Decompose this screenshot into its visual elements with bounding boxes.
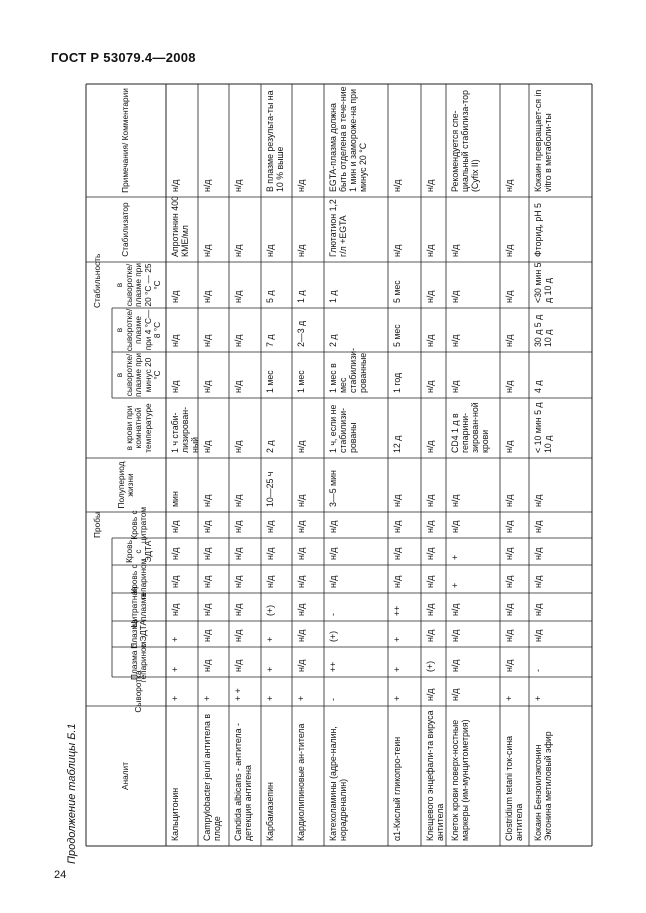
cell-st-serum-20: н/д — [170, 380, 180, 393]
cell-notes: н/д — [425, 179, 435, 192]
cell-serum: + — [296, 695, 306, 701]
cell-st-blood-rt: 12 д — [392, 435, 402, 453]
cell-half-life: н/д — [296, 494, 306, 507]
cell-notes: В плазме результа-ты на 10 % выше — [265, 90, 285, 192]
column-header-notes: Примечания/ Комментарии — [120, 88, 131, 193]
cell-stabilizer: Фторид, pH 5 — [533, 203, 543, 257]
cell-st-blood-rt: < 10 мин 5 д 10 д — [533, 402, 553, 453]
cell-plasma-heparin: н/д — [504, 659, 514, 672]
cell-half-life: н/д — [533, 494, 543, 507]
cell-plasma-heparin: + — [265, 666, 275, 672]
cell-plasma-edta: н/д — [450, 629, 460, 642]
column-header-st-serum-4-8: в сыворотке/ плазме при 4 °С—8 °С — [114, 308, 163, 352]
cell-blood-heparin: н/д — [392, 575, 402, 588]
cell-stabilizer: н/д — [296, 244, 306, 257]
cell-notes: н/д — [296, 179, 306, 192]
cell-plasma-citrate: н/д — [533, 603, 543, 616]
cell-st-blood-rt: н/д — [425, 440, 435, 453]
cell-blood-edta: н/д — [265, 547, 275, 560]
column-header-blood-edta: Кровь с ЭДТА — [123, 540, 153, 563]
group-header-stability: Стабильность — [92, 253, 103, 308]
cell-blood-edta: н/д — [296, 547, 306, 560]
column-header-plasma-edta: Плазма с ЭДТА — [128, 619, 148, 649]
cell-serum: + — [533, 695, 543, 701]
column-header-blood-citrate: Кровь с цитратом — [128, 506, 148, 544]
cell-plasma-heparin: + — [392, 666, 402, 672]
cell-half-life: н/д — [392, 494, 402, 507]
cell-st-serum-4-8: н/д — [202, 334, 212, 347]
cell-blood-citrate: н/д — [328, 520, 338, 533]
cell-blood-edta: + — [450, 554, 460, 560]
column-header-plasma-citrate: Цитратная плазма — [128, 586, 148, 628]
cell-st-blood-rt: 1 ч стаби-лизирован-ный — [170, 406, 200, 453]
cell-plasma-edta: н/д — [202, 629, 212, 642]
cell-blood-citrate: н/д — [296, 520, 306, 533]
document-header: ГОСТ Р 53079.4—2008 — [51, 50, 196, 65]
cell-serum: + — [202, 695, 212, 701]
cell-analyte: Campylobacter jeuni антитела в плоде — [202, 713, 222, 841]
cell-blood-heparin: н/д — [533, 575, 543, 588]
cell-half-life: н/д — [425, 494, 435, 507]
cell-half-life: 3—5 мин — [328, 470, 338, 507]
cell-plasma-edta: н/д — [504, 629, 514, 642]
cell-plasma-citrate: н/д — [296, 603, 306, 616]
cell-blood-citrate: н/д — [450, 520, 460, 533]
cell-st-serum-20-25: н/д — [450, 290, 460, 303]
column-header-blood-heparin: Кровь с гепарином — [128, 558, 148, 600]
cell-notes: н/д — [170, 179, 180, 192]
cell-blood-citrate: н/д — [533, 520, 543, 533]
cell-st-serum-4-8: н/д — [450, 334, 460, 347]
cell-st-serum-20: 4 д — [533, 380, 543, 393]
cell-serum: + — [265, 695, 275, 701]
cell-blood-heparin: н/д — [296, 575, 306, 588]
cell-st-blood-rt: 2 д — [265, 440, 275, 453]
cell-stabilizer: н/д — [450, 244, 460, 257]
cell-plasma-edta: н/д — [425, 629, 435, 642]
cell-st-serum-4-8: н/д — [425, 334, 435, 347]
cell-st-blood-rt: н/д — [504, 440, 514, 453]
cell-st-serum-20-25: н/д — [170, 290, 180, 303]
cell-blood-edta: н/д — [392, 547, 402, 560]
cell-st-serum-20: н/д — [233, 380, 243, 393]
table-caption: Продолжение таблицы Б.1 — [66, 723, 78, 864]
cell-blood-citrate: н/д — [170, 520, 180, 533]
cell-plasma-edta: н/д — [533, 629, 543, 642]
cell-serum: + — [392, 695, 402, 701]
cell-plasma-edta: + — [170, 636, 180, 642]
cell-st-serum-20-25: 5 мес — [392, 280, 402, 303]
cell-serum: + — [504, 695, 514, 701]
cell-plasma-heparin: н/д — [450, 659, 460, 672]
cell-plasma-heparin: н/д — [233, 659, 243, 672]
cell-serum: + + — [233, 688, 243, 701]
cell-plasma-heparin: - — [533, 669, 543, 672]
cell-notes: н/д — [233, 179, 243, 192]
column-header-serum: Сыворотка — [133, 670, 144, 713]
cell-analyte: Клеток крови поверх-ностные маркеры (им-мунцитометрия) — [450, 719, 470, 841]
column-header-half-life: Полупериод жизни — [115, 461, 135, 509]
cell-analyte: Clostridium tetani ток-сина антитела — [504, 735, 524, 841]
cell-stabilizer: Апротинин 400 КМЕ/мл — [170, 196, 190, 257]
column-header-stabilizer: Стабилизатор — [120, 202, 131, 257]
cell-blood-edta: н/д — [425, 547, 435, 560]
cell-st-serum-20: 1 мес — [265, 370, 275, 393]
cell-analyte: Кальцитонин — [170, 787, 180, 841]
group-header-samples: Пробы — [92, 512, 103, 538]
cell-analyte: Кардиолипиновые ан-титела — [296, 723, 306, 841]
cell-notes: EGTA-плазма должна быть отделена в тече-ние 1 мин и заморожe-на при минус 20 °С — [328, 86, 368, 192]
cell-plasma-citrate: н/д — [425, 603, 435, 616]
cell-analyte: Карбамазепин — [265, 782, 275, 841]
cell-blood-heparin: н/д — [233, 575, 243, 588]
cell-st-serum-4-8: 30 д 5 д 10 д — [533, 314, 553, 347]
cell-stabilizer: н/д — [265, 244, 275, 257]
cell-analyte: Кокаин Бензоилэкгонин Экгонина метиловый эфир — [533, 731, 553, 841]
cell-half-life: н/д — [233, 494, 243, 507]
cell-st-serum-20: н/д — [202, 380, 212, 393]
cell-st-serum-4-8: 2—3 д — [296, 320, 306, 347]
cell-notes: Рекомендуется спе-циальный стабилиза-тор (Cyfix II) — [450, 90, 480, 192]
cell-st-serum-20-25: 1 д — [328, 290, 338, 303]
cell-plasma-citrate: - — [328, 613, 338, 616]
cell-st-serum-20-25: <30 мин 5 д 10 д — [533, 262, 553, 303]
cell-blood-heparin: н/д — [170, 575, 180, 588]
cell-plasma-citrate: н/д — [233, 603, 243, 616]
cell-plasma-heparin: + — [170, 666, 180, 672]
cell-blood-citrate: н/д — [425, 520, 435, 533]
cell-blood-edta: н/д — [533, 547, 543, 560]
cell-blood-heparin: н/д — [265, 575, 275, 588]
cell-plasma-citrate: н/д — [504, 603, 514, 616]
cell-blood-edta: н/д — [233, 547, 243, 560]
cell-blood-edta: н/д — [328, 547, 338, 560]
column-header-analyte: Аналит — [120, 762, 131, 791]
cell-st-serum-4-8: 7 д — [265, 334, 275, 347]
cell-notes: Кокаин превращает-ся in vitro в метаболи-ты — [533, 89, 553, 192]
cell-half-life: мин — [170, 491, 180, 507]
cell-analyte: Клещевого энцефали-та вируса антитела — [425, 710, 445, 841]
cell-half-life: н/д — [450, 494, 460, 507]
cell-stabilizer: н/д — [392, 244, 402, 257]
cell-notes: н/д — [392, 179, 402, 192]
cell-blood-heparin: + — [450, 582, 460, 588]
cell-plasma-citrate: ++ — [392, 605, 402, 616]
cell-st-serum-4-8: н/д — [233, 334, 243, 347]
column-header-st-serum-20: в сыворотке/ плазме при минус 20 °С — [114, 352, 163, 398]
cell-plasma-edta: (+) — [328, 631, 338, 642]
column-header-plasma-heparin: Плазма с гепарином — [128, 641, 148, 683]
cell-st-blood-rt: 1 ч, если не стабилизи-рованы — [328, 404, 358, 453]
cell-st-blood-rt: н/д — [202, 440, 212, 453]
cell-st-blood-rt: CD4 1 д в гепарини-зирован-ной крови — [450, 402, 490, 453]
column-header-st-blood-rt: в крови при комнатной температуре — [123, 403, 153, 453]
cell-blood-citrate: н/д — [265, 520, 275, 533]
cell-half-life: н/д — [202, 494, 212, 507]
cell-analyte: Candida albicans - антитела - детекция антигена — [233, 723, 253, 841]
cell-stabilizer: н/д — [425, 244, 435, 257]
cell-blood-heparin: н/д — [328, 575, 338, 588]
cell-serum: + — [170, 695, 180, 701]
cell-st-serum-20-25: н/д — [202, 290, 212, 303]
cell-st-serum-4-8: 2 д — [328, 334, 338, 347]
cell-blood-citrate: н/д — [202, 520, 212, 533]
cell-blood-edta: н/д — [170, 547, 180, 560]
cell-plasma-citrate: н/д — [202, 603, 212, 616]
cell-plasma-citrate: (+) — [265, 605, 275, 616]
cell-st-serum-20: н/д — [504, 380, 514, 393]
cell-blood-edta: н/д — [504, 547, 514, 560]
cell-stabilizer: н/д — [233, 244, 243, 257]
cell-st-serum-20-25: 5 д — [265, 290, 275, 303]
cell-serum: н/д — [425, 688, 435, 701]
cell-st-serum-4-8: н/д — [504, 334, 514, 347]
cell-st-serum-20-25: н/д — [425, 290, 435, 303]
column-header-st-serum-20-25: в сыворотке/ плазме при 20 °С — 25 °С — [114, 262, 163, 308]
cell-blood-heparin: н/д — [202, 575, 212, 588]
cell-stabilizer: Глютатион 1,2 г/л +EGTA — [328, 199, 348, 257]
cell-stabilizer: н/д — [504, 244, 514, 257]
cell-plasma-heparin: ++ — [328, 661, 338, 672]
cell-st-serum-4-8: 5 мес — [392, 324, 402, 347]
cell-plasma-edta: н/д — [233, 629, 243, 642]
cell-st-serum-20: 1 год — [392, 372, 402, 393]
cell-st-serum-20: 1 мес в мес стабилизи-рованные — [328, 347, 368, 393]
cell-serum: н/д — [450, 688, 460, 701]
cell-plasma-edta: + — [392, 636, 402, 642]
cell-plasma-heparin: н/д — [296, 659, 306, 672]
cell-notes: н/д — [202, 179, 212, 192]
cell-plasma-heparin: (+) — [425, 661, 435, 672]
cell-st-serum-4-8: н/д — [170, 334, 180, 347]
cell-st-serum-20-25: 1 д — [296, 290, 306, 303]
page-number: 24 — [54, 869, 67, 881]
cell-plasma-citrate: н/д — [450, 603, 460, 616]
cell-notes: н/д — [504, 179, 514, 192]
cell-st-serum-20-25: н/д — [504, 290, 514, 303]
cell-st-blood-rt: н/д — [233, 440, 243, 453]
cell-st-serum-20: н/д — [450, 380, 460, 393]
cell-analyte: α1-Кислый гликопро-теин — [392, 736, 402, 841]
cell-stabilizer: н/д — [202, 244, 212, 257]
cell-half-life: 10—25 ч — [265, 471, 275, 507]
cell-plasma-citrate: н/д — [170, 603, 180, 616]
cell-st-serum-20: 1 мес — [296, 370, 306, 393]
cell-st-serum-20-25: н/д — [233, 290, 243, 303]
cell-blood-heparin: н/д — [504, 575, 514, 588]
cell-blood-citrate: н/д — [392, 520, 402, 533]
cell-st-blood-rt: н/д — [296, 440, 306, 453]
cell-serum: - — [328, 698, 338, 701]
cell-st-serum-20: н/д — [425, 380, 435, 393]
cell-blood-edta: н/д — [202, 547, 212, 560]
cell-plasma-edta: н/д — [296, 629, 306, 642]
cell-plasma-heparin: н/д — [202, 659, 212, 672]
cell-analyte: Катехоламины (адре-налин, норадреналин) — [328, 726, 348, 841]
cell-blood-citrate: н/д — [504, 520, 514, 533]
cell-half-life: н/д — [504, 494, 514, 507]
cell-blood-citrate: н/д — [233, 520, 243, 533]
cell-plasma-edta: + — [265, 636, 275, 642]
cell-blood-heparin: н/д — [425, 575, 435, 588]
